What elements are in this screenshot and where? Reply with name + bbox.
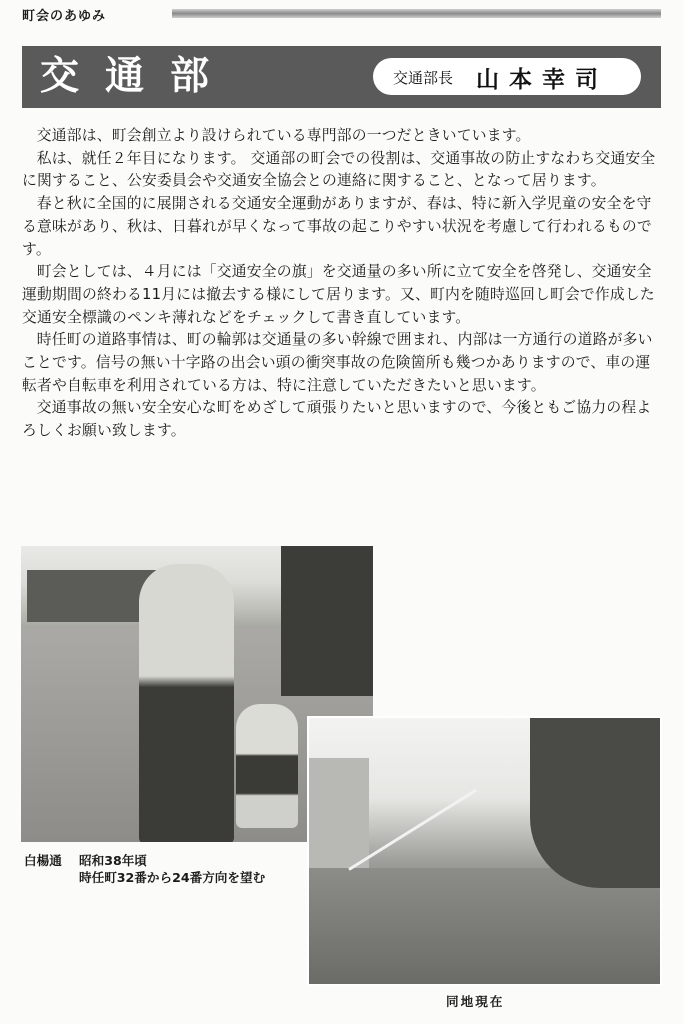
current-street-photo xyxy=(307,716,662,986)
caption-era: 昭和38年頃 xyxy=(79,853,147,868)
paragraph: 時任町の道路事情は、町の輪郭は交通量の多い幹線で囲まれ、内部は一方通行の道路が多いことです。信号の無い十字路の出会い頭の衝突事故の危険箇所も幾つかありますので、車の運転者や自転車を利用されている方は、特に注意していただきたいと思います。 xyxy=(22,331,653,394)
paragraph: 春と秋に全国的に展開される交通安全運動がありますが、春は、特に新入学児童の安全を守る意味があり、秋は、日暮れが早くなって事故の起こりやすい状況を考慮して行われるものです。 xyxy=(22,195,652,258)
photo-tree xyxy=(530,718,660,888)
photo-building xyxy=(309,758,369,868)
paragraph: 交通部は、町会創立より設けられている専門部の一つだときいています。 xyxy=(36,127,531,144)
caption-place: 白楊通 xyxy=(24,853,62,868)
paragraph: 町会としては、４月には「交通安全の旗」を交通量の多い所に立て安全を啓発し、交通安全運動期間の終わる11月には撤去する様にして居ります。又、町内を随時巡回し町会で作成した交通安全標識のペンキ薄れなどをチェックして書き直しています。 xyxy=(22,263,655,326)
photo-child-figure xyxy=(236,704,298,828)
caption-direction: 時任町32番から24番方向を望む xyxy=(79,870,266,885)
current-photo-caption: 同地現在 xyxy=(446,994,505,1009)
photo-man-figure xyxy=(139,564,234,842)
article-body xyxy=(22,125,664,443)
section-label: 町会のあゆみ xyxy=(22,9,107,24)
photo-trees xyxy=(281,546,373,696)
department-title: 交通部 xyxy=(40,54,236,99)
paragraph: 交通事故の無い安全安心な町をめざして頑張りたいと思いますので、今後ともご協力の程よろしくお願い致します。 xyxy=(22,399,652,440)
header-rule xyxy=(172,9,661,18)
paragraph: 私は、就任２年目になります。 交通部の町会での役割は、交通事故の防止すなわち交通安全に関すること、公安委員会や交通安全協会との連絡に関すること、となって居ります。 xyxy=(22,149,656,190)
chief-name: 山本幸司 xyxy=(476,67,608,93)
chief-role: 交通部長 xyxy=(393,69,454,87)
old-photo-caption xyxy=(24,852,265,886)
